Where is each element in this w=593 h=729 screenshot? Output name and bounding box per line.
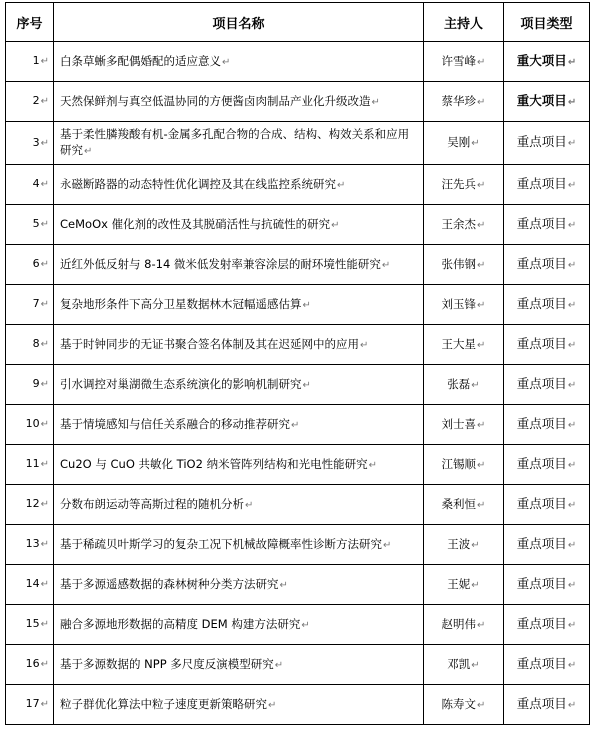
row-number-cell xyxy=(6,485,54,525)
row-number: 17 xyxy=(25,697,40,710)
project-name-cell xyxy=(54,485,424,525)
project-host: 刘士喜 xyxy=(441,416,477,431)
paragraph-mark: ↵ xyxy=(471,379,480,391)
project-name: 永磁断路器的动态特性优化调控及其在线监控系统研究 xyxy=(60,176,336,191)
project-name: 粒子群优化算法中粒子速度更新策略研究 xyxy=(60,696,267,711)
paragraph-mark: ↵ xyxy=(477,459,486,471)
project-host-cell xyxy=(424,165,504,205)
project-type: 重点项目 xyxy=(516,415,567,431)
row-number: 11 xyxy=(25,457,40,470)
row-number-cell xyxy=(6,525,54,565)
project-type: 重点项目 xyxy=(516,335,567,351)
row-number-cell xyxy=(6,245,54,285)
project-name-cell xyxy=(54,405,424,445)
paragraph-mark: ↵ xyxy=(477,259,486,271)
project-type: 重大项目 xyxy=(516,52,567,68)
project-host-cell xyxy=(424,365,504,405)
row-number-cell xyxy=(6,685,54,725)
table-row xyxy=(6,525,590,565)
project-type-cell xyxy=(504,245,590,285)
paragraph-mark: ↵ xyxy=(477,699,486,711)
project-type: 重点项目 xyxy=(516,215,567,231)
project-name-cell xyxy=(54,685,424,725)
row-number: 7 xyxy=(32,297,40,310)
paragraph-mark: ↵ xyxy=(40,459,49,470)
paragraph-mark: ↵ xyxy=(567,96,577,108)
row-number: 8 xyxy=(32,337,40,350)
table-row xyxy=(6,82,590,122)
projects-table xyxy=(5,2,590,725)
row-number: 10 xyxy=(25,417,40,430)
paragraph-mark: ↵ xyxy=(40,419,49,430)
project-host: 王妮 xyxy=(447,576,471,591)
paragraph-mark: ↵ xyxy=(268,699,277,711)
project-type: 重点项目 xyxy=(516,255,567,271)
project-host: 王波 xyxy=(447,536,471,551)
header-type: 项目类型 xyxy=(504,3,590,42)
project-host: 桑利恒 xyxy=(441,496,477,511)
paragraph-mark: ↵ xyxy=(567,56,577,68)
project-host-cell xyxy=(424,285,504,325)
project-host-cell xyxy=(424,685,504,725)
header-name: 项目名称 xyxy=(54,3,424,42)
row-number-cell xyxy=(6,405,54,445)
table-row xyxy=(6,42,590,82)
project-name: CeMoOx 催化剂的改性及其脱硝活性与抗硫性的研究 xyxy=(60,216,331,231)
paragraph-mark: ↵ xyxy=(567,699,577,711)
project-name-cell xyxy=(54,82,424,122)
project-name: 基于时钟同步的无证书聚合签名体制及其在迟延网中的应用 xyxy=(60,336,359,351)
table-body xyxy=(6,42,590,725)
row-number: 3 xyxy=(32,135,40,149)
paragraph-mark: ↵ xyxy=(567,659,577,671)
table-row xyxy=(6,645,590,685)
project-host: 张磊 xyxy=(447,376,471,391)
project-type-cell xyxy=(504,605,590,645)
table-row xyxy=(6,205,590,245)
project-type-cell xyxy=(504,645,590,685)
project-name-cell xyxy=(54,245,424,285)
project-type: 重点项目 xyxy=(516,455,567,471)
row-number: 15 xyxy=(25,617,40,630)
project-name: 融合多源地形数据的高精度 DEM 构建方法研究 xyxy=(60,616,301,631)
row-number: 2 xyxy=(32,94,40,107)
paragraph-mark: ↵ xyxy=(477,419,486,431)
paragraph-mark: ↵ xyxy=(40,379,49,390)
project-name: Cu2O 与 CuO 共敏化 TiO2 纳米管阵列结构和光电性能研究 xyxy=(60,456,368,471)
project-host-cell xyxy=(424,565,504,605)
row-number-cell xyxy=(6,605,54,645)
paragraph-mark: ↵ xyxy=(471,539,480,551)
paragraph-mark: ↵ xyxy=(567,499,577,511)
project-host-cell xyxy=(424,485,504,525)
project-type-cell xyxy=(504,165,590,205)
row-number-cell xyxy=(6,42,54,82)
table-row xyxy=(6,325,590,365)
paragraph-mark: ↵ xyxy=(40,299,49,310)
project-type-cell xyxy=(504,122,590,165)
project-type-cell xyxy=(504,205,590,245)
paragraph-mark: ↵ xyxy=(477,219,486,231)
row-number: 14 xyxy=(25,577,40,590)
project-host: 邓凯 xyxy=(447,656,471,671)
row-number: 16 xyxy=(25,657,40,670)
paragraph-mark: ↵ xyxy=(40,96,49,107)
paragraph-mark: ↵ xyxy=(274,659,284,671)
project-host-cell xyxy=(424,42,504,82)
paragraph-mark: ↵ xyxy=(40,339,49,350)
project-type-cell xyxy=(504,445,590,485)
project-type-cell xyxy=(504,525,590,565)
project-host: 张伟钢 xyxy=(441,256,477,271)
project-type: 重点项目 xyxy=(516,615,567,631)
paragraph-mark: ↵ xyxy=(360,339,369,351)
row-number-cell xyxy=(6,445,54,485)
row-number: 9 xyxy=(32,377,40,390)
table-row xyxy=(6,565,590,605)
paragraph-mark: ↵ xyxy=(40,499,49,510)
paragraph-mark: ↵ xyxy=(40,619,49,630)
paragraph-mark: ↵ xyxy=(40,179,49,190)
project-host: 蔡华珍 xyxy=(441,93,477,108)
paragraph-mark: ↵ xyxy=(40,699,49,710)
paragraph-mark: ↵ xyxy=(301,619,310,631)
paragraph-mark: ↵ xyxy=(381,259,391,271)
paragraph-mark: ↵ xyxy=(567,179,577,191)
project-name-cell xyxy=(54,565,424,605)
paragraph-mark: ↵ xyxy=(471,579,480,591)
project-host: 刘玉锋 xyxy=(441,296,477,311)
project-type: 重点项目 xyxy=(516,655,567,671)
project-name-cell xyxy=(54,445,424,485)
project-name: 白条草蜥多配偶婚配的适应意义 xyxy=(60,53,221,68)
table-row xyxy=(6,285,590,325)
project-name: 基于多源遥感数据的森林树种分类方法研究 xyxy=(60,576,279,591)
row-number-cell xyxy=(6,205,54,245)
project-type-cell xyxy=(504,565,590,605)
paragraph-mark: ↵ xyxy=(477,96,486,108)
table-row xyxy=(6,365,590,405)
project-type: 重点项目 xyxy=(516,375,567,391)
paragraph-mark: ↵ xyxy=(567,339,577,351)
project-name-cell xyxy=(54,325,424,365)
row-number-cell xyxy=(6,285,54,325)
project-name-cell xyxy=(54,365,424,405)
project-type-cell xyxy=(504,405,590,445)
row-number-cell xyxy=(6,645,54,685)
paragraph-mark: ↵ xyxy=(567,619,577,631)
row-number-cell xyxy=(6,565,54,605)
paragraph-mark: ↵ xyxy=(40,579,49,590)
project-type: 重点项目 xyxy=(516,134,567,149)
paragraph-mark: ↵ xyxy=(40,137,49,149)
paragraph-mark: ↵ xyxy=(567,379,577,391)
project-host-cell xyxy=(424,525,504,565)
project-host-cell xyxy=(424,405,504,445)
project-name: 基于柔性膦羧酸有机-金属多孔配合物的合成、结构、构效关系和应用研究 xyxy=(60,127,410,157)
project-type-cell xyxy=(504,285,590,325)
project-host: 赵明伟 xyxy=(441,616,477,631)
paragraph-mark: ↵ xyxy=(291,419,300,431)
project-host: 吴刚 xyxy=(447,135,471,149)
row-number-cell xyxy=(6,165,54,205)
project-name: 基于多源数据的 NPP 多尺度反演模型研究 xyxy=(60,656,274,671)
paragraph-mark: ↵ xyxy=(477,619,486,631)
paragraph-mark: ↵ xyxy=(40,259,49,270)
paragraph-mark: ↵ xyxy=(471,138,480,149)
row-number: 13 xyxy=(25,537,40,550)
paragraph-mark: ↵ xyxy=(477,179,486,191)
project-type: 重点项目 xyxy=(516,535,567,551)
project-host: 陈寿文 xyxy=(441,696,477,711)
table-row xyxy=(6,445,590,485)
paragraph-mark: ↵ xyxy=(567,459,577,471)
project-host: 王余杰 xyxy=(441,216,477,231)
project-name-cell xyxy=(54,42,424,82)
project-name-cell xyxy=(54,285,424,325)
project-name-cell xyxy=(54,165,424,205)
project-host-cell xyxy=(424,82,504,122)
project-name-cell xyxy=(54,122,424,165)
paragraph-mark: ↵ xyxy=(567,419,577,431)
row-number: 4 xyxy=(32,177,40,190)
project-name: 引水调控对巢湖微生态系统演化的影响机制研究 xyxy=(60,376,302,391)
paragraph-mark: ↵ xyxy=(245,499,254,511)
paragraph-mark: ↵ xyxy=(84,146,93,157)
project-type-cell xyxy=(504,685,590,725)
project-name-cell xyxy=(54,605,424,645)
project-host-cell xyxy=(424,645,504,685)
table-header xyxy=(6,3,590,42)
project-host-cell xyxy=(424,122,504,165)
paragraph-mark: ↵ xyxy=(279,579,288,591)
header-row xyxy=(6,3,590,42)
project-name: 近红外低反射与 8-14 微米低发射率兼容涂层的耐环境性能研究 xyxy=(60,256,381,271)
row-number: 6 xyxy=(32,257,40,270)
project-type: 重点项目 xyxy=(516,575,567,591)
paragraph-mark: ↵ xyxy=(40,56,49,67)
paragraph-mark: ↵ xyxy=(477,299,486,311)
project-host-cell xyxy=(424,205,504,245)
paragraph-mark: ↵ xyxy=(331,219,340,231)
paragraph-mark: ↵ xyxy=(471,659,480,671)
project-host-cell xyxy=(424,325,504,365)
paragraph-mark: ↵ xyxy=(567,219,577,231)
project-host: 许雪峰 xyxy=(441,53,477,68)
paragraph-mark: ↵ xyxy=(337,179,346,191)
project-name-cell xyxy=(54,525,424,565)
project-host: 王大星 xyxy=(441,336,477,351)
project-name: 基于稀疏贝叶斯学习的复杂工况下机械故障概率性诊断方法研究 xyxy=(60,536,382,551)
table-row xyxy=(6,122,590,165)
project-type-cell xyxy=(504,82,590,122)
row-number-cell xyxy=(6,325,54,365)
project-type-cell xyxy=(504,42,590,82)
project-type: 重点项目 xyxy=(516,295,567,311)
paragraph-mark: ↵ xyxy=(371,96,380,108)
project-name: 复杂地形条件下高分卫星数据林木冠幅遥感估算 xyxy=(60,296,302,311)
header-host: 主持人 xyxy=(424,3,504,42)
paragraph-mark: ↵ xyxy=(477,56,486,68)
header-no: 序号 xyxy=(6,3,54,42)
paragraph-mark: ↵ xyxy=(477,339,486,351)
project-host-cell xyxy=(424,245,504,285)
paragraph-mark: ↵ xyxy=(567,539,577,551)
project-host: 江锡顺 xyxy=(441,456,477,471)
row-number-cell xyxy=(6,122,54,165)
table-row xyxy=(6,485,590,525)
paragraph-mark: ↵ xyxy=(567,579,577,591)
table-row xyxy=(6,405,590,445)
row-number: 12 xyxy=(25,497,40,510)
project-name: 分数布朗运动等高斯过程的随机分析 xyxy=(60,496,244,511)
paragraph-mark: ↵ xyxy=(40,539,49,550)
project-name: 基于情境感知与信任关系融合的移动推荐研究 xyxy=(60,416,290,431)
project-type: 重点项目 xyxy=(516,175,567,191)
project-type: 重点项目 xyxy=(516,495,567,511)
paragraph-mark: ↵ xyxy=(40,219,49,230)
paragraph-mark: ↵ xyxy=(567,299,577,311)
paragraph-mark: ↵ xyxy=(302,379,311,391)
paragraph-mark: ↵ xyxy=(567,259,577,271)
project-name-cell xyxy=(54,645,424,685)
project-type: 重大项目 xyxy=(516,92,567,108)
row-number-cell xyxy=(6,82,54,122)
table-row xyxy=(6,605,590,645)
table-row xyxy=(6,165,590,205)
row-number-cell xyxy=(6,365,54,405)
paragraph-mark: ↵ xyxy=(222,56,231,68)
project-type-cell xyxy=(504,325,590,365)
paragraph-mark: ↵ xyxy=(368,459,377,471)
paragraph-mark: ↵ xyxy=(477,499,486,511)
row-number: 1 xyxy=(32,54,40,67)
project-host-cell xyxy=(424,605,504,645)
project-host-cell xyxy=(424,445,504,485)
project-name-cell xyxy=(54,205,424,245)
project-host: 汪先兵 xyxy=(441,176,477,191)
paragraph-mark: ↵ xyxy=(40,659,49,670)
row-number: 5 xyxy=(32,217,40,230)
project-type: 重点项目 xyxy=(516,695,567,711)
paragraph-mark: ↵ xyxy=(567,138,577,149)
project-type-cell xyxy=(504,485,590,525)
project-type-cell xyxy=(504,365,590,405)
project-name: 天然保鲜剂与真空低温协同的方便酱卤肉制品产业化升级改造 xyxy=(60,93,371,108)
table-row xyxy=(6,685,590,725)
table-row xyxy=(6,245,590,285)
paragraph-mark: ↵ xyxy=(383,539,392,551)
paragraph-mark: ↵ xyxy=(302,299,311,311)
